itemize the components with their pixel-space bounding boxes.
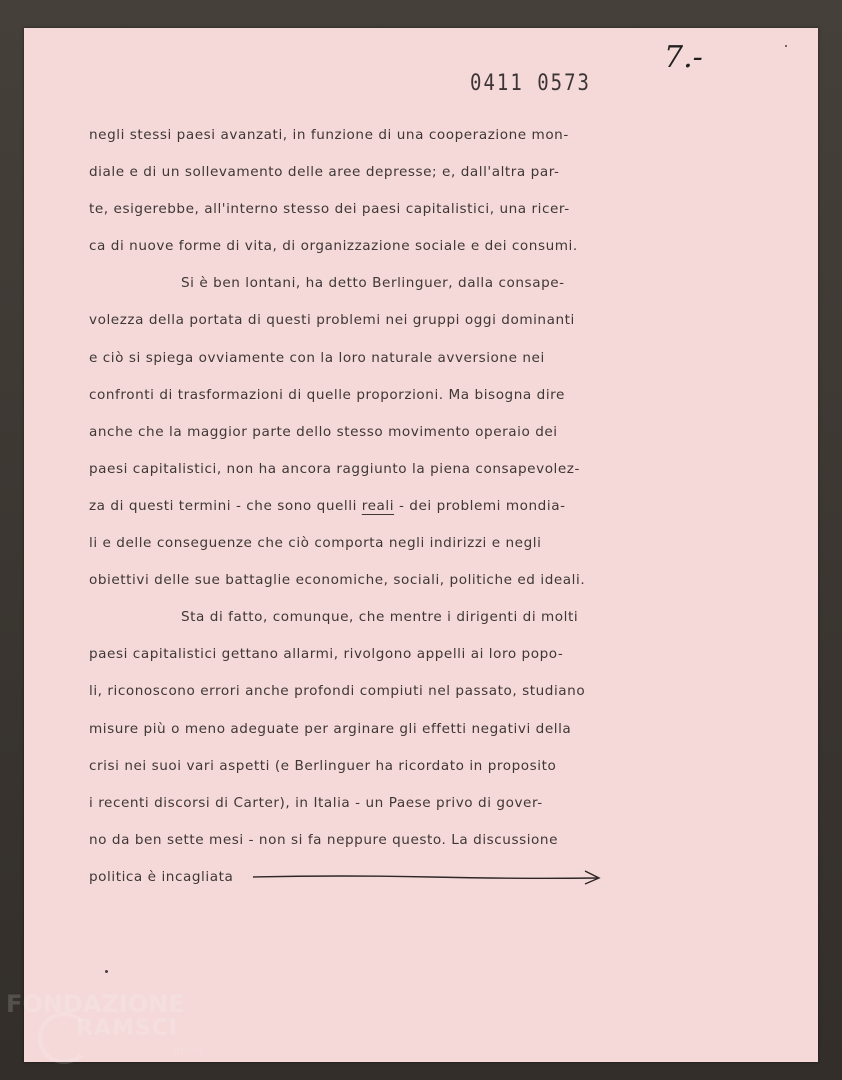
- text-line: no da ben sette mesi - non si fa neppure questo. La discussione: [89, 831, 559, 848]
- text-line: crisi nei suoi vari aspetti (e Berlinguer ha ricordato in proposito: [89, 757, 557, 774]
- continuation-arrow-icon: [251, 867, 607, 887]
- watermark-text: onlus: [174, 1046, 204, 1056]
- text-line-with-arrow: [89, 859, 669, 896]
- underlined-word: reali: [361, 497, 395, 514]
- paragraph-first-line: Si è ben lontani, ha detto Berlinguer, dalla consape-: [181, 275, 565, 292]
- text-line: misure più o meno adeguate per arginare gli effetti negativi della: [89, 720, 572, 737]
- watermark-text: FONDAZIONE: [6, 990, 185, 1018]
- text-line: negli stessi paesi avanzati, in funzione di una cooperazione mon-: [89, 127, 569, 143]
- text-line: obiettivi delle sue battaglie economiche, sociali, politiche ed ideali.: [89, 572, 586, 589]
- text-segment: politica è incagliata: [89, 868, 234, 885]
- watermark-text: RAMSCI: [76, 1016, 179, 1041]
- document-body: [89, 117, 669, 896]
- watermark-logo: [6, 990, 216, 1070]
- text-line: li, riconoscono errori anche profondi compiuti nel passato, studiano: [89, 683, 586, 700]
- text-line: ca di nuove forme di vita, di organizzazione sociale e dei consumi.: [89, 238, 578, 255]
- text-segment: za di questi termini - che sono quelli: [89, 497, 362, 514]
- ink-speck: [785, 45, 787, 47]
- document-code: 0411 0573: [470, 70, 591, 96]
- text-line: paesi capitalistici gettano allarmi, rivolgono appelli ai loro popo-: [89, 646, 564, 663]
- text-line: anche che la maggior parte dello stesso movimento operaio dei: [89, 423, 558, 440]
- text-line: confronti di trasformazioni di quelle proporzioni. Ma bisogna dire: [89, 386, 565, 403]
- text-line: diale e di un sollevamento delle aree depresse; e, dall'altra par-: [89, 164, 560, 181]
- text-line: te, esigerebbe, all'interno stesso dei paesi capitalistici, una ricer-: [89, 201, 570, 218]
- ink-speck: [105, 970, 108, 973]
- text-line: paesi capitalistici, non ha ancora raggiunto la piena consapevolez-: [89, 460, 580, 477]
- text-line: li e delle conseguenze che ciò comporta negli indirizzi e negli: [89, 535, 542, 552]
- paragraph-first-line: Sta di fatto, comunque, che mentre i dirigenti di molti: [181, 609, 579, 626]
- text-line: volezza della portata di questi problemi nei gruppi oggi dominanti: [89, 312, 575, 329]
- text-line-with-underline: [89, 488, 669, 525]
- handwritten-page-number: 7.-: [664, 40, 703, 75]
- text-line: i recenti discorsi di Carter), in Italia - un Paese privo di gover-: [89, 794, 543, 811]
- text-line: e ciò si spiega ovviamente con la loro naturale avversione nei: [89, 349, 545, 366]
- text-segment: - dei problemi mondia-: [394, 497, 566, 514]
